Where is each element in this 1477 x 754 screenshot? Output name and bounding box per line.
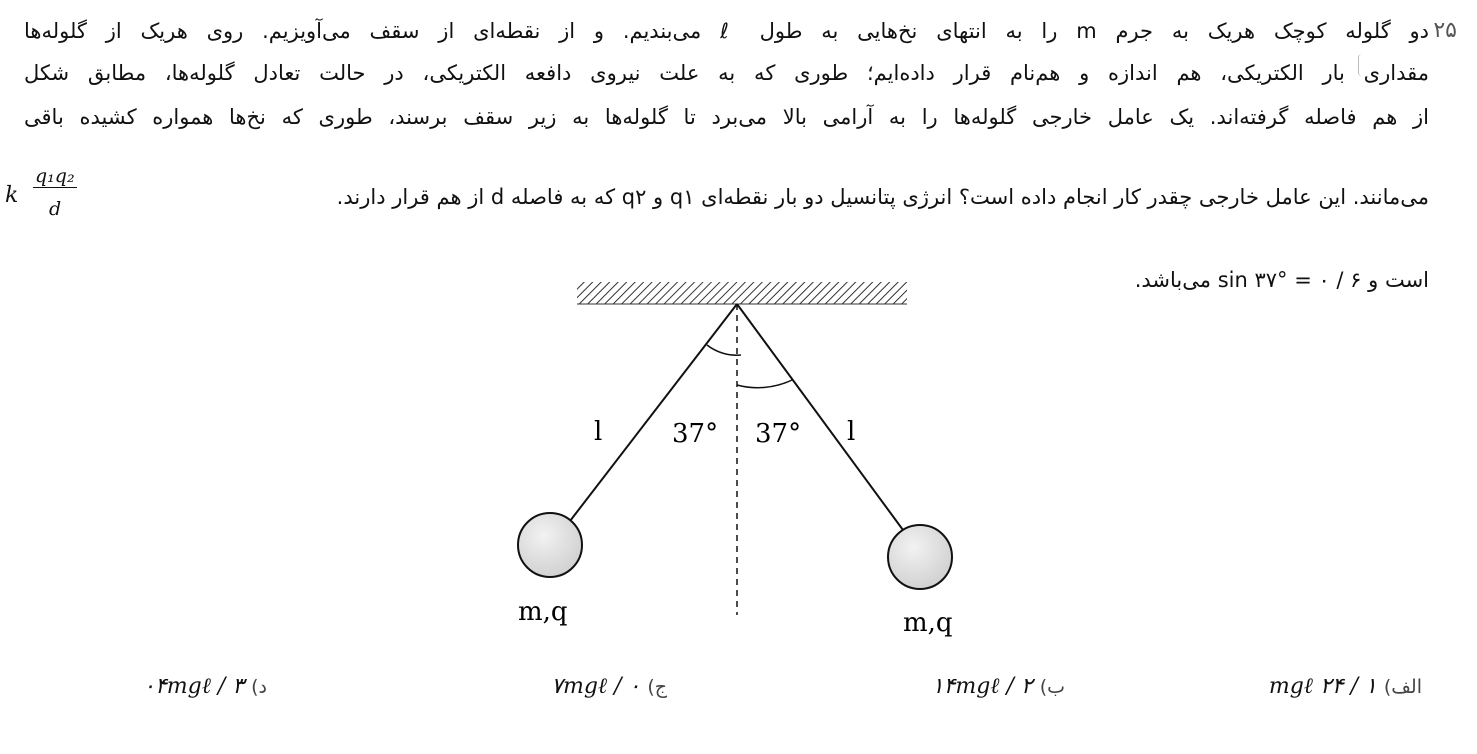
ball-right (888, 525, 952, 589)
choice-c-label: ج) (647, 676, 667, 698)
choice-b[interactable] (932, 673, 1065, 699)
angle-arc-right (737, 380, 792, 388)
ball-label-right: m,q (903, 608, 953, 638)
ball-label-left: m,q (518, 597, 568, 627)
choice-a-label: الف) (1383, 676, 1422, 698)
angle-label-left: 37° (672, 419, 719, 449)
choice-a-value: ۱ / ۲۴ mgℓ (1268, 674, 1377, 699)
question-line-1: دو گلوله کوچک هریک به جرم m را به انتهای نخ‌هایی به طول ℓ می‌بندیم. و از نقطه‌ای از سقف می‌آویزیم. روی هریک از گلوله‌ها (24, 19, 1429, 43)
string-left (570, 304, 737, 521)
ball-left (518, 513, 582, 577)
question-line-5: است و sin ۳۷° = ۰ / ۶ می‌باشد. (1134, 268, 1429, 292)
string-right (737, 304, 903, 530)
angle-label-right: 37° (755, 419, 802, 449)
choice-b-label: ب) (1039, 676, 1065, 698)
question-line-2: مقداری بار الکتریکی، هم اندازه و هم‌نام قرار داده‌ایم؛ طوری که به علت نیروی دافعه الکتریکی، در حالت تعادل گلوله‌ها، مطابق شکل (24, 61, 1429, 85)
choice-a[interactable] (1269, 673, 1422, 699)
ceiling (577, 282, 907, 304)
string-label-left: l (594, 417, 603, 447)
angle-arc-left (707, 345, 741, 355)
formula-denominator: d (49, 198, 62, 220)
choice-c[interactable] (551, 673, 667, 699)
question-line-4: می‌مانند. این عامل خارجی چقدر کار انجام داده است؟ انرژی پتانسیل دو بار نقطه‌ای q۱ و q۲ که به فاصله d از هم قرار دارند. (336, 185, 1429, 209)
question-number: ۲۵ (1433, 18, 1457, 43)
choice-c-value: ۰ / ۷mgℓ (551, 674, 641, 699)
choice-b-value: ۲ / ۱۴mgℓ (931, 674, 1033, 699)
question-line-3: از هم فاصله گرفته‌اند. یک عامل خارجی گلوله‌ها را به آرامی بالا می‌برد تا گلوله‌ها به زیر سقف برسند، طوری که نخ‌ها همواره کشیده باقی (24, 105, 1429, 129)
choice-d-value: ۳ / ۰۴mgℓ (143, 674, 245, 699)
formula-k: k (5, 183, 19, 208)
choice-d[interactable] (143, 673, 267, 699)
choice-d-label: د) (251, 676, 267, 698)
string-label-right: l (847, 417, 856, 447)
formula-numerator: q₁q₂ (35, 165, 75, 187)
